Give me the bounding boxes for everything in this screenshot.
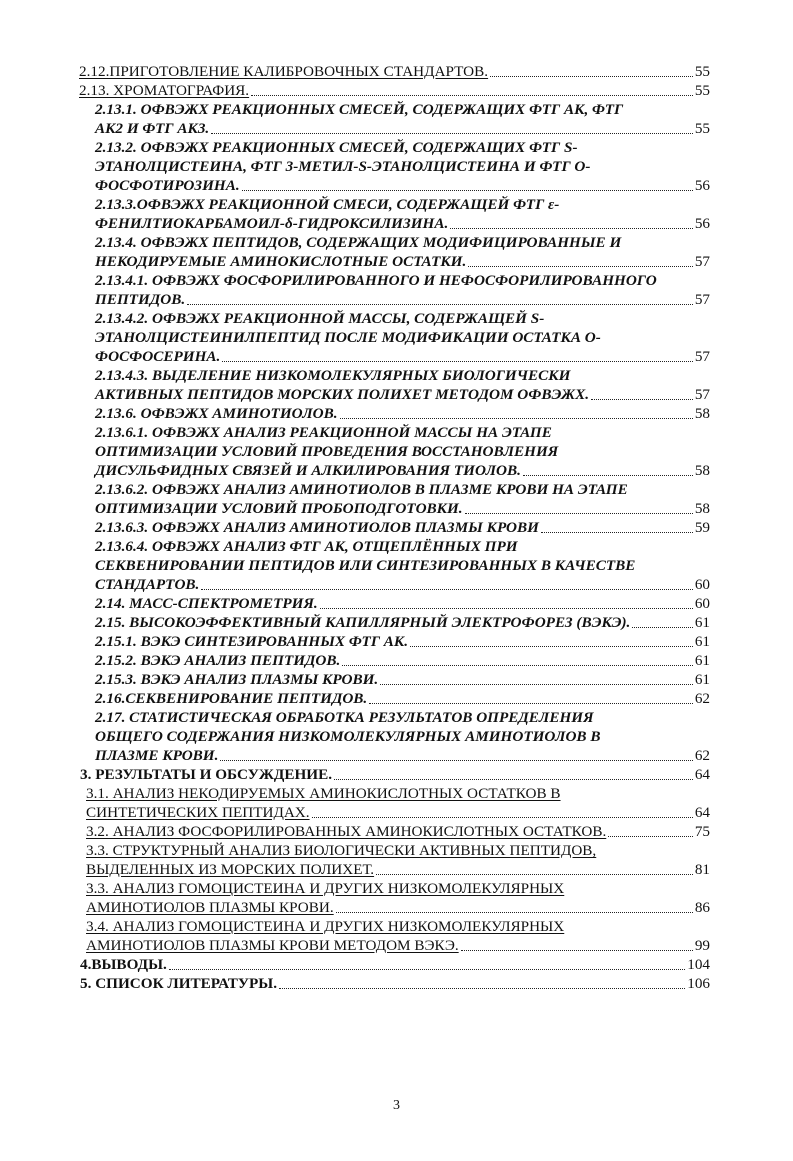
toc-entry-title-line: 3.4. АНАЛИЗ ГОМОЦИСТЕИНА И ДРУГИХ НИЗКОМОЛЕКУЛЯРНЫХ: [86, 918, 565, 935]
dot-leader: [541, 532, 693, 533]
toc-entry[interactable]: [0, 594, 793, 613]
toc-entry-title-line: 3.3. АНАЛИЗ ГОМОЦИСТЕИНА И ДРУГИХ НИЗКОМОЛЕКУЛЯРНЫХ: [86, 880, 565, 897]
toc-entry-title-line: 2.13.4.2. ОФВЭЖХ РЕАКЦИОННОЙ МАССЫ, СОДЕРЖАЩЕЙ S-: [95, 310, 545, 327]
page-number: 3: [393, 1098, 400, 1113]
dot-leader: [468, 266, 693, 267]
toc-entry-page: 55: [694, 63, 710, 80]
toc-entry-title: АК2 И ФТГ АК3.: [95, 120, 210, 137]
toc-entry-title: ФОСФОТИРОЗИНА.: [95, 177, 240, 194]
toc-entry[interactable]: [0, 480, 793, 518]
toc-entry-title: ПЕПТИДОВ.: [95, 291, 186, 308]
toc-entry-title-line: 2.13.6.1. ОФВЭЖХ АНАЛИЗ РЕАКЦИОННОЙ МАССЫ НА ЭТАПЕ: [95, 424, 552, 441]
toc-entry[interactable]: [0, 784, 793, 822]
toc-entry-page: 57: [694, 291, 710, 308]
dot-leader: [312, 817, 693, 818]
toc-entry-title: ДИСУЛЬФИДНЫХ СВЯЗЕЙ И АЛКИЛИРОВАНИЯ ТИОЛОВ.: [95, 462, 521, 479]
toc-entry-title: 2.15.1. ВЭКЭ СИНТЕЗИРОВАННЫХ ФТГ АК.: [95, 633, 409, 650]
toc-entry-title: 2.13.6. ОФВЭЖХ АМИНОТИОЛОВ.: [95, 405, 338, 422]
toc-entry-title-line: 2.13.1. ОФВЭЖХ РЕАКЦИОННЫХ СМЕСЕЙ, СОДЕРЖАЩИХ ФТГ АК, ФТГ: [95, 101, 624, 118]
toc-entry-title: АМИНОТИОЛОВ ПЛАЗМЫ КРОВИ.: [86, 899, 334, 916]
toc-entry-title-line: 2.13.4.1. ОФВЭЖХ ФОСФОРИЛИРОВАННОГО И НЕФОСФОРИЛИРОВАННОГО: [95, 272, 657, 289]
toc-entry-page: 75: [694, 823, 710, 840]
dot-leader: [410, 646, 693, 647]
toc-entry-page: 106: [687, 975, 710, 992]
dot-leader: [376, 874, 693, 875]
dot-leader: [380, 684, 693, 685]
toc-entry-page: 57: [694, 348, 710, 365]
dot-leader: [222, 361, 692, 362]
toc-entry[interactable]: [0, 879, 793, 917]
toc-entry-title: СТАНДАРТОВ.: [95, 576, 200, 593]
toc-entry-page: 62: [694, 747, 710, 764]
toc-entry-title-line: 2.13.6.4. ОФВЭЖХ АНАЛИЗ ФТГ АК, ОТЩЕПЛЁННЫХ ПРИ: [95, 538, 518, 555]
toc-entry-title-line: 2.13.4.3. ВЫДЕЛЕНИЕ НИЗКОМОЛЕКУЛЯРНЫХ БИОЛОГИЧЕСКИ: [95, 367, 571, 384]
toc-entry-page: 104: [687, 956, 710, 973]
toc-entry-title: ФОСФОСЕРИНА.: [95, 348, 221, 365]
toc-entry[interactable]: [0, 689, 793, 708]
dot-leader: [211, 133, 693, 134]
dot-leader: [242, 190, 693, 191]
toc-entry[interactable]: [0, 651, 793, 670]
toc-entry-page: 60: [694, 576, 710, 593]
toc-entry-page: 64: [694, 766, 710, 783]
toc-entry-title: 2.14. МАСС-СПЕКТРОМЕТРИЯ.: [95, 595, 318, 612]
toc-entry[interactable]: [0, 100, 793, 138]
toc-entry-page: 61: [694, 652, 710, 669]
dot-leader: [220, 760, 692, 761]
toc-entry[interactable]: [0, 81, 793, 100]
dot-leader: [334, 779, 693, 780]
toc-entry[interactable]: [0, 974, 793, 993]
dot-leader: [369, 703, 693, 704]
toc-entry-page: 62: [694, 690, 710, 707]
toc-entry-page: 56: [694, 215, 710, 232]
toc-entry-title-line: 2.17. СТАТИСТИЧЕСКАЯ ОБРАБОТКА РЕЗУЛЬТАТОВ ОПРЕДЕЛЕНИЯ: [95, 709, 594, 726]
toc-entry[interactable]: [0, 765, 793, 784]
toc-entry-title: 5. СПИСОК ЛИТЕРАТУРЫ.: [80, 975, 277, 992]
dot-leader: [336, 912, 693, 913]
toc-entry-title: ОПТИМИЗАЦИИ УСЛОВИЙ ПРОБОПОДГОТОВКИ.: [95, 500, 463, 517]
toc-entry-title-line: ОПТИМИЗАЦИИ УСЛОВИЙ ПРОВЕДЕНИЯ ВОССТАНОВЛЕНИЯ: [95, 443, 559, 460]
toc-entry-page: 60: [694, 595, 710, 612]
dot-leader: [465, 513, 693, 514]
dot-leader: [342, 665, 693, 666]
toc-entry-title: СИНТЕТИЧЕСКИХ ПЕПТИДАХ.: [86, 804, 310, 821]
toc-entry-title: 3.2. АНАЛИЗ ФОСФОРИЛИРОВАННЫХ АМИНОКИСЛОТНЫХ ОСТАТКОВ.: [86, 823, 607, 840]
dot-leader: [461, 950, 693, 951]
toc-entry-page: 61: [694, 633, 710, 650]
toc-entry[interactable]: [0, 195, 793, 233]
toc-entry[interactable]: [0, 708, 793, 765]
toc-entry[interactable]: [0, 632, 793, 651]
dot-leader: [187, 304, 693, 305]
toc-entry[interactable]: [0, 917, 793, 955]
dot-leader: [279, 988, 685, 989]
toc-entry-title: ФЕНИЛТИОКАРБАМОИЛ-δ-ГИДРОКСИЛИЗИНА.: [95, 215, 449, 232]
toc-entry[interactable]: [0, 841, 793, 879]
dot-leader: [632, 627, 692, 628]
toc-entry[interactable]: [0, 404, 793, 423]
toc-entry-title-line: 2.13.4. ОФВЭЖХ ПЕПТИДОВ, СОДЕРЖАЩИХ МОДИФИЦИРОВАННЫЕ И: [95, 234, 622, 251]
toc-entry-page: 58: [694, 500, 710, 517]
toc-entry[interactable]: [0, 62, 793, 81]
toc-entry-title: 2.15. ВЫСОКОЭФФЕКТИВНЫЙ КАПИЛЛЯРНЫЙ ЭЛЕКТРОФОРЕЗ (ВЭКЭ).: [95, 614, 631, 631]
dot-leader: [320, 608, 693, 609]
toc-entry-title: 2.15.3. ВЭКЭ АНАЛИЗ ПЛАЗМЫ КРОВИ.: [95, 671, 379, 688]
toc-entry[interactable]: [0, 537, 793, 594]
toc-entry[interactable]: [0, 518, 793, 537]
toc-entry-title-line: 2.13.6.2. ОФВЭЖХ АНАЛИЗ АМИНОТИОЛОВ В ПЛАЗМЕ КРОВИ НА ЭТАПЕ: [95, 481, 628, 498]
toc-entry[interactable]: [0, 138, 793, 195]
dot-leader: [169, 969, 685, 970]
toc-entry-title: 2.13.6.3. ОФВЭЖХ АНАЛИЗ АМИНОТИОЛОВ ПЛАЗМЫ КРОВИ: [95, 519, 539, 536]
toc-entry-page: 58: [694, 462, 710, 479]
toc-entry-title: АМИНОТИОЛОВ ПЛАЗМЫ КРОВИ МЕТОДОМ ВЭКЭ.: [86, 937, 459, 954]
toc-entry-page: 61: [694, 671, 710, 688]
toc-entry-page: 55: [694, 120, 710, 137]
toc-entry-title: 2.16.СЕКВЕНИРОВАНИЕ ПЕПТИДОВ.: [95, 690, 368, 707]
toc-entry-page: 57: [694, 386, 710, 403]
toc-entry-title-line: 2.13.3.ОФВЭЖХ РЕАКЦИОННОЙ СМЕСИ, СОДЕРЖАЩЕЙ ФТГ ε-: [95, 196, 560, 213]
toc-entry-title: ПЛАЗМЕ КРОВИ.: [95, 747, 219, 764]
toc-entry-title: 2.12.ПРИГОТОВЛЕНИЕ КАЛИБРОВОЧНЫХ СТАНДАРТОВ.: [79, 63, 489, 80]
dot-leader: [340, 418, 693, 419]
toc-entry-title-line: ЭТАНОЛЦИСТЕИНА, ФТГ 3-МЕТИЛ-S-ЭТАНОЛЦИСТЕИНА И ФТГ О-: [95, 158, 591, 175]
toc-entry-title: 2.15.2. ВЭКЭ АНАЛИЗ ПЕПТИДОВ.: [95, 652, 341, 669]
toc-entry-title: 4.ВЫВОДЫ.: [80, 956, 167, 973]
toc-entry[interactable]: [0, 309, 793, 366]
toc-entry-page: 59: [694, 519, 710, 536]
dot-leader: [608, 836, 693, 837]
toc-entry[interactable]: [0, 955, 793, 974]
toc-entry[interactable]: [0, 822, 793, 841]
toc-entry-title: АКТИВНЫХ ПЕПТИДОВ МОРСКИХ ПОЛИХЕТ МЕТОДОМ ОФВЭЖХ.: [95, 386, 590, 403]
toc-entry-title-line: 3.3. СТРУКТУРНЫЙ АНАЛИЗ БИОЛОГИЧЕСКИ АКТИВНЫХ ПЕПТИДОВ,: [86, 842, 597, 859]
toc-entry[interactable]: [0, 670, 793, 689]
toc-entry-title: ВЫДЕЛЕННЫХ ИЗ МОРСКИХ ПОЛИХЕТ.: [86, 861, 375, 878]
dot-leader: [490, 76, 693, 77]
toc-entry-title-line: 2.13.2. ОФВЭЖХ РЕАКЦИОННЫХ СМЕСЕЙ, СОДЕРЖАЩИХ ФТГ S-: [95, 139, 578, 156]
dot-leader: [251, 95, 693, 96]
table-of-contents: [0, 62, 793, 993]
toc-entry-title: НЕКОДИРУЕМЫЕ АМИНОКИСЛОТНЫЕ ОСТАТКИ.: [95, 253, 467, 270]
toc-entry-page: 61: [694, 614, 710, 631]
toc-entry-page: 99: [694, 937, 710, 954]
toc-entry[interactable]: [0, 613, 793, 632]
toc-entry[interactable]: [0, 366, 793, 404]
toc-entry-title-line: 3.1. АНАЛИЗ НЕКОДИРУЕМЫХ АМИНОКИСЛОТНЫХ ОСТАТКОВ В: [86, 785, 561, 802]
toc-entry-title-line: ЭТАНОЛЦИСТЕИНИЛПЕПТИД ПОСЛЕ МОДИФИКАЦИИ ОСТАТКА О-: [95, 329, 601, 346]
dot-leader: [523, 475, 693, 476]
toc-entry-page: 55: [694, 82, 710, 99]
toc-entry-title: 2.13. ХРОМАТОГРАФИЯ.: [79, 82, 250, 99]
toc-entry-page: 57: [694, 253, 710, 270]
toc-entry-page: 64: [694, 804, 710, 821]
toc-entry-title: 3. РЕЗУЛЬТАТЫ И ОБСУЖДЕНИЕ.: [80, 766, 333, 783]
toc-entry-page: 86: [694, 899, 710, 916]
toc-entry[interactable]: [0, 233, 793, 271]
toc-entry[interactable]: [0, 423, 793, 480]
dot-leader: [591, 399, 693, 400]
toc-entry-page: 56: [694, 177, 710, 194]
dot-leader: [450, 228, 693, 229]
toc-entry[interactable]: [0, 271, 793, 309]
toc-entry-title-line: ОБЩЕГО СОДЕРЖАНИЯ НИЗКОМОЛЕКУЛЯРНЫХ АМИНОТИОЛОВ В: [95, 728, 601, 745]
toc-entry-title-line: СЕКВЕНИРОВАНИИ ПЕПТИДОВ ИЛИ СИНТЕЗИРОВАННЫХ В КАЧЕСТВЕ: [95, 557, 636, 574]
toc-entry-page: 58: [694, 405, 710, 422]
dot-leader: [201, 589, 692, 590]
toc-entry-page: 81: [694, 861, 710, 878]
